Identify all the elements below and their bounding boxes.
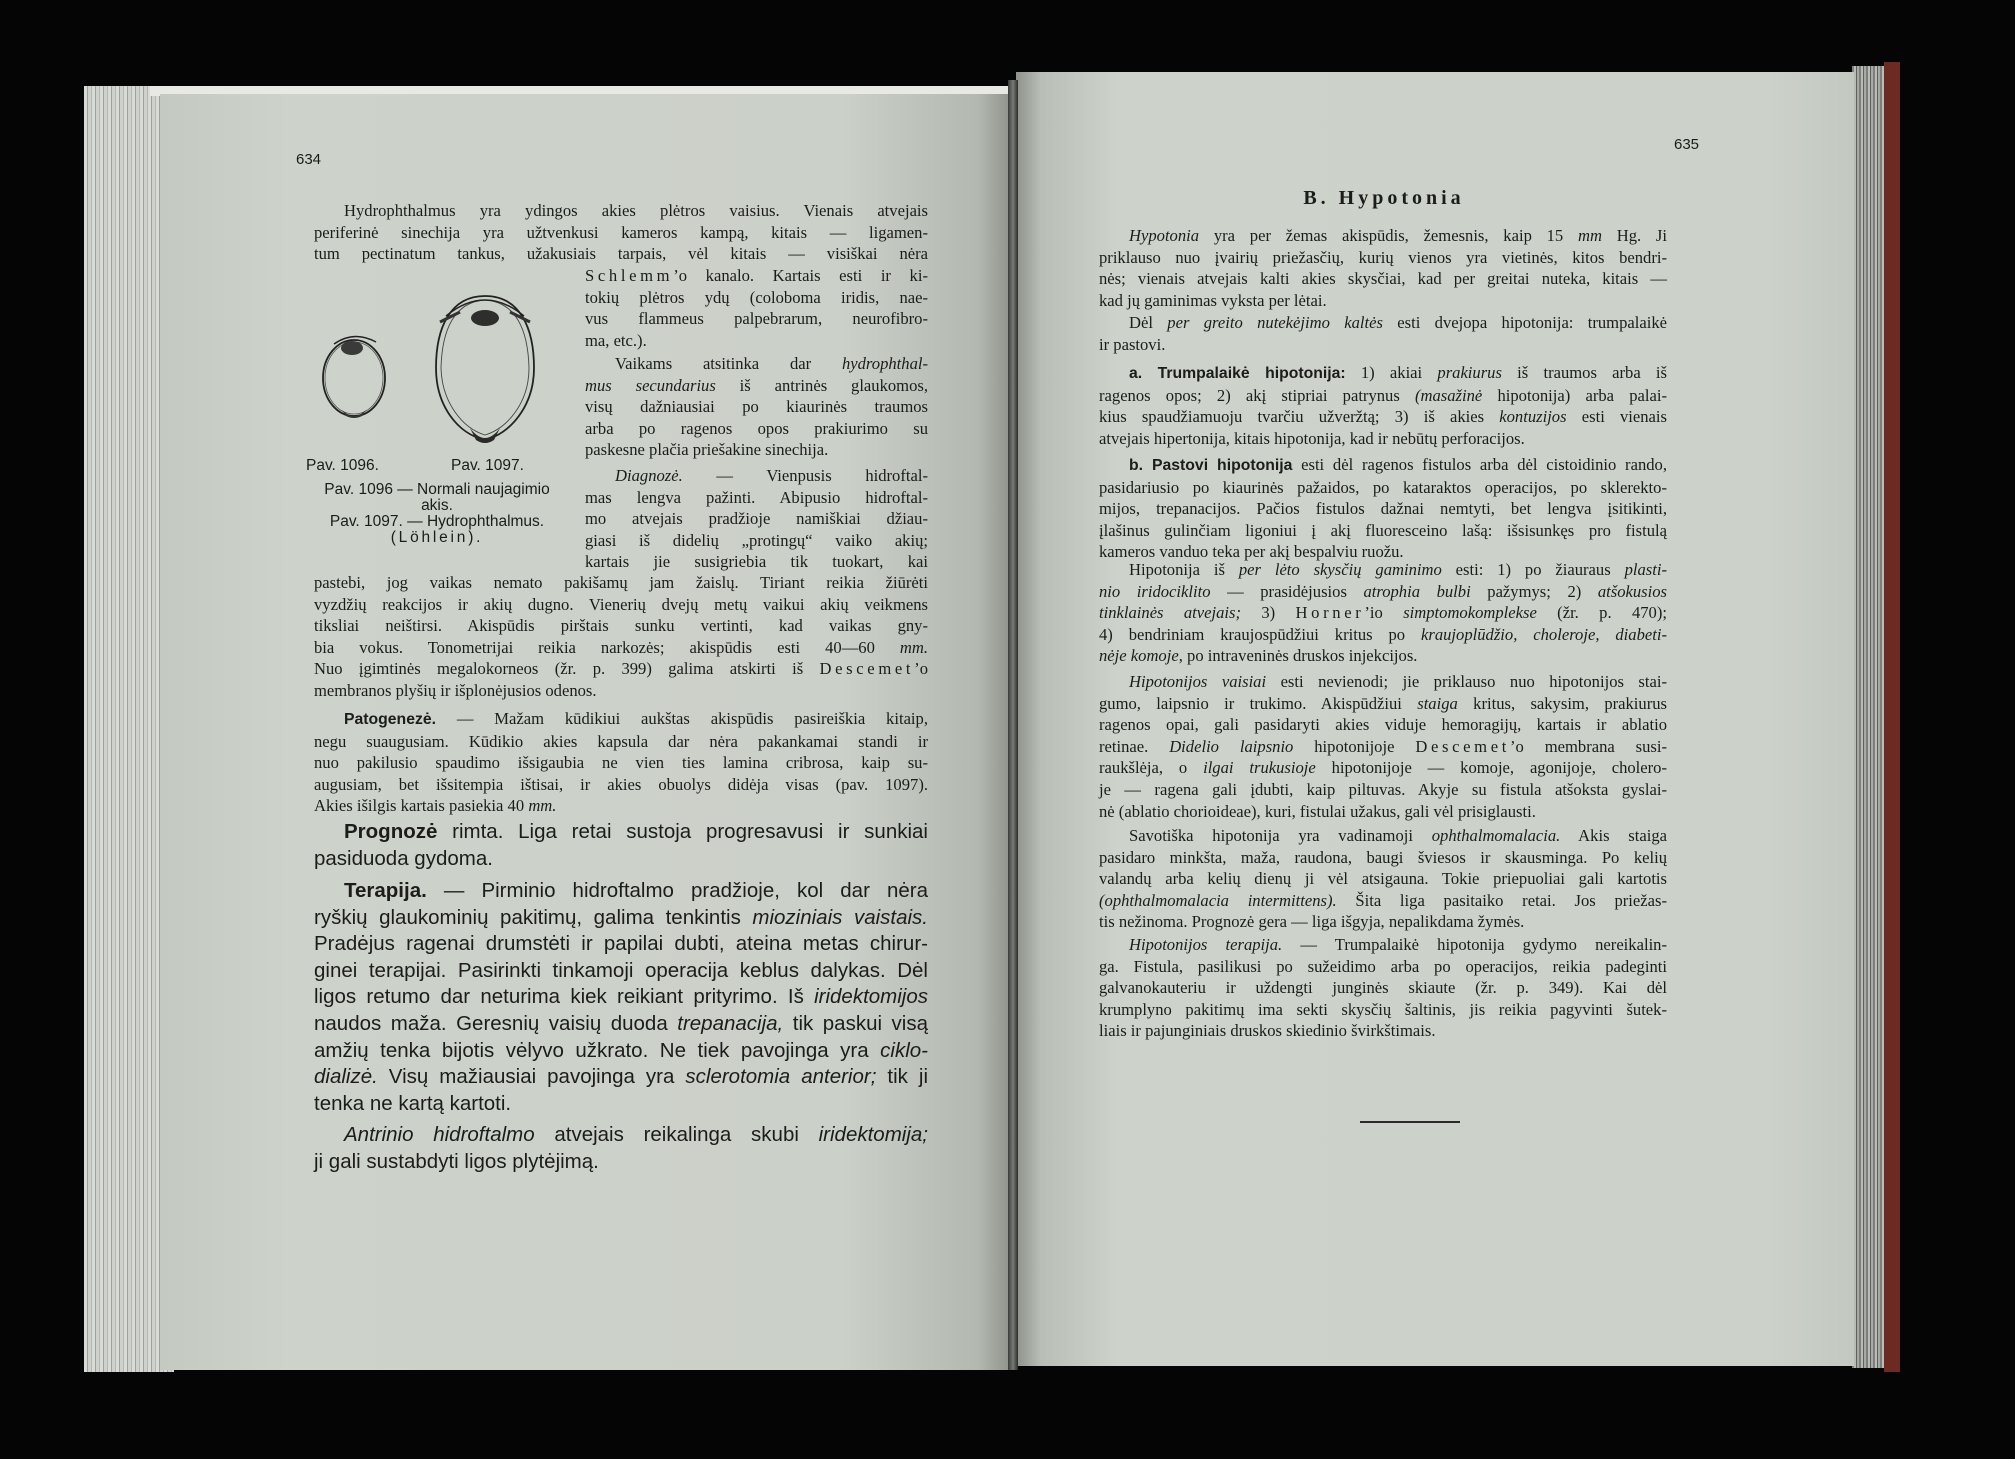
text-segment: nė (ablatio chorioideae), kuri, fistulai užakus, gali vėl prisiglausti. bbox=[1099, 801, 1536, 821]
bold-heading: Prognozė bbox=[344, 820, 438, 843]
italic-text: plasti- bbox=[1624, 560, 1667, 579]
text-segment: membranos plyšių ir išplonėjusios odenos. bbox=[314, 680, 597, 700]
text-segment: , po intraveninės druskos injekcijos. bbox=[1178, 646, 1418, 666]
text-segment: Akies išilgis kartais pasiekia 40 bbox=[314, 796, 529, 816]
text-segment: — Mažam kūdikiui aukštas akispūdis pasireiškia kitaip, bbox=[436, 709, 928, 728]
text-line bbox=[1099, 362, 1667, 385]
text-segment: priklauso nuo įvairių priežasčių, kurių vienos yra vietinės, kitos bendri- bbox=[1099, 247, 1667, 267]
text-line bbox=[1099, 825, 1667, 847]
text-line bbox=[1099, 559, 1667, 581]
text-segment: — Trumpalaikė hipotonija gydymo nereikalin- bbox=[1282, 935, 1667, 954]
text-line bbox=[1099, 911, 1667, 933]
spaced-name: Horner bbox=[1295, 603, 1365, 623]
italic-text: tinklainės atvejais; bbox=[1099, 603, 1241, 623]
text-line bbox=[585, 508, 928, 530]
bold-heading: Terapija. bbox=[344, 879, 427, 902]
text-segment: ’o kanalo. Kartais esti ir ki- bbox=[673, 266, 928, 285]
italic-text: Hypotonia bbox=[1129, 226, 1200, 245]
text-line bbox=[585, 465, 928, 487]
text-segment: ji gali sustabdyti ligos plytėjimą. bbox=[314, 1149, 599, 1173]
text-segment: augusiam, bet išsitempia ištisai, ir akies obuolys didėja visas (pav. 1097). bbox=[314, 774, 928, 794]
text-segment: tis nežinoma. Prognozė gera — liga išgyja, nepalikdama žymės. bbox=[1099, 912, 1525, 932]
text-segment: tiksliai neištirsi. Akispūdis pirštais sunku vertinti, kad vaikas gny- bbox=[314, 616, 928, 636]
text-line bbox=[1099, 779, 1667, 801]
text-line bbox=[314, 795, 928, 817]
text-segment: pastebi, jog vaikas nemato pakišamų jam žaislų. Tiriant reikia žiūrėti bbox=[314, 573, 928, 592]
text-segment: tik ji bbox=[876, 1065, 929, 1089]
text-segment: Savotiška hipotonija yra vadinamoji bbox=[1129, 826, 1432, 845]
text-segment: naudos maža. Geresnių vaisių duoda bbox=[314, 1011, 678, 1035]
text-line bbox=[314, 752, 928, 774]
italic-text: nėje komoje bbox=[1099, 646, 1179, 666]
text-line bbox=[585, 439, 928, 461]
text-segment: 3) bbox=[1241, 603, 1296, 623]
text-line bbox=[1099, 581, 1667, 603]
text-line bbox=[1099, 693, 1667, 715]
text-segment: Hg. Ji bbox=[1601, 226, 1667, 245]
text-line bbox=[585, 353, 928, 375]
text-segment: ’o membrana susi- bbox=[1510, 736, 1668, 756]
text-segment: visų dažniausiai po kiaurinės traumos bbox=[585, 397, 928, 417]
italic-text: dializė. bbox=[314, 1065, 378, 1089]
text-line bbox=[1099, 247, 1667, 269]
paragraph-antrinio bbox=[314, 1122, 928, 1175]
text-segment: esti nevienodi; jie priklauso nuo hipotonijos stai- bbox=[1266, 672, 1667, 691]
text-line bbox=[314, 878, 928, 905]
text-line bbox=[314, 658, 928, 680]
text-line bbox=[1099, 934, 1667, 956]
section-title: B. Hypotonia bbox=[1303, 187, 1465, 209]
italic-text: mioziniais vaistais. bbox=[752, 905, 929, 929]
caption-1096-cont: akis. bbox=[421, 497, 453, 514]
text-line bbox=[1099, 225, 1667, 247]
text-line bbox=[1099, 714, 1667, 736]
italic-text: kraujoplūdžio, choleroje, diabeti- bbox=[1421, 624, 1667, 644]
paragraph-leto-gaminimo bbox=[1099, 559, 1667, 667]
text-line bbox=[585, 265, 928, 287]
paragraph-ophthalmomalacia bbox=[1099, 825, 1667, 933]
text-segment: retinae. bbox=[1099, 736, 1170, 756]
figure-1096-normal-eye bbox=[318, 328, 390, 422]
text-segment: mijos, trepanacijos. Pačios fistulos dažnai nemtyti, bet lengva įsitikinti, bbox=[1099, 499, 1667, 519]
text-line bbox=[585, 308, 928, 330]
text-line bbox=[1099, 520, 1667, 542]
text-segment: liais ir pajunginiais druskos skiedinio švirkštimais. bbox=[1099, 1021, 1436, 1041]
text-line bbox=[314, 958, 928, 985]
paragraph-trumpalaike bbox=[1099, 362, 1667, 449]
italic-text: sclerotomia anterior; bbox=[685, 1065, 877, 1089]
text-segment: ir pastovi. bbox=[1099, 334, 1166, 354]
text-line bbox=[1099, 312, 1667, 334]
italic-text: ilgai trukusioje bbox=[1203, 758, 1316, 778]
text-segment: periferinė sinechija yra užtvenkusi kameros kampą, kitais — ligamen- bbox=[314, 222, 928, 242]
figure-label-1097: Pav. 1097. bbox=[451, 457, 524, 474]
text-line bbox=[1099, 847, 1667, 869]
text-line bbox=[1099, 477, 1667, 499]
text-line bbox=[585, 375, 928, 397]
text-line bbox=[314, 1122, 928, 1149]
text-segment: Hipotonija iš bbox=[1129, 560, 1239, 579]
text-line bbox=[585, 487, 928, 509]
paragraph-hydrophthalmus-column bbox=[585, 265, 928, 351]
text-segment: valandų arba kelių dienų ji vėl atsigauna. Tokie priepuoliai gali kartotis bbox=[1099, 869, 1667, 889]
text-line bbox=[314, 1091, 928, 1118]
text-segment: vyzdžių reakcijos ir akių dugno. Vienerių dvejų metų vaikui akių veikmens bbox=[314, 594, 928, 614]
bold-heading: a. Trumpalaikė hipotonija: bbox=[1129, 365, 1346, 382]
text-line bbox=[314, 243, 928, 265]
text-line bbox=[1099, 645, 1667, 667]
text-line bbox=[314, 984, 928, 1011]
text-segment: pasidaro minkšta, maža, raudona, baugi šviesos ir skausminga. Po kelių bbox=[1099, 847, 1667, 867]
text-segment: paskesne plačia priešakine sinechija. bbox=[585, 440, 829, 460]
text-line bbox=[1099, 624, 1667, 646]
paragraph-hypotonia-definition bbox=[1099, 225, 1667, 311]
text-segment: tokių plėtros ydų (coloboma iridis, nae- bbox=[585, 287, 928, 307]
italic-text: staiga bbox=[1417, 693, 1458, 713]
text-segment: ’io bbox=[1364, 603, 1404, 623]
text-segment: — Vienpusis hidroftal- bbox=[682, 466, 928, 485]
text-line bbox=[314, 846, 928, 873]
text-line bbox=[314, 708, 928, 731]
text-segment: esti vienais bbox=[1566, 407, 1667, 427]
text-line bbox=[314, 680, 928, 702]
text-segment: esti: 1) po žiauraus bbox=[1441, 560, 1625, 579]
text-line bbox=[314, 222, 928, 244]
italic-text: nio iridociklito bbox=[1099, 581, 1211, 601]
italic-text: Didelio laipsnio bbox=[1169, 736, 1294, 756]
text-segment: mo atvejais pradžioje namiškiai džiau- bbox=[585, 509, 928, 529]
italic-text: atrophia bulbi bbox=[1363, 581, 1471, 601]
italic-text: prakiurus bbox=[1437, 363, 1502, 382]
text-segment: rimta. Liga retai sustoja progresavusi ir sunkiai bbox=[437, 820, 928, 843]
text-line bbox=[1099, 736, 1667, 758]
italic-text: per greito nutekėjimo kaltės bbox=[1167, 313, 1383, 332]
text-segment: gumo, laipsnio ir trukimo. Akispūdžiui bbox=[1099, 693, 1418, 713]
text-segment: esti dėl ragenos fistulos arba dėl cistoidinio rando, bbox=[1292, 455, 1667, 474]
text-segment: tum pectinatum tankus, užakusiais tarpais, vėl kitais — visiškai nėra bbox=[314, 244, 928, 264]
text-line bbox=[585, 530, 928, 552]
text-segment: Pradėjus ragenai drumstėti ir papilai dubti, ateina metas chirur- bbox=[314, 932, 928, 956]
text-line bbox=[314, 1038, 928, 1065]
italic-text: (masažinė bbox=[1415, 385, 1483, 405]
text-segment: Šita liga pasitaiko retai. Jos priežas- bbox=[1336, 890, 1667, 910]
text-segment: hipotonijoje — komoje, agonijoje, cholero- bbox=[1315, 758, 1667, 778]
text-segment: nės; vienais atvejais kalti akies skysčiai, kad per greitai nuteka, kitais — bbox=[1099, 269, 1667, 289]
text-line bbox=[1099, 454, 1667, 477]
italic-text: simptomokomplekse bbox=[1403, 603, 1537, 623]
text-line bbox=[585, 330, 928, 352]
text-line bbox=[1099, 999, 1667, 1021]
spaced-name: Descemet bbox=[819, 659, 915, 679]
paragraph-pastovi bbox=[1099, 454, 1667, 563]
text-segment: tenka ne kartą kartoti. bbox=[314, 1091, 512, 1115]
text-segment: kameros vanduo teka per akį bespalviu ruožu. bbox=[1099, 542, 1404, 562]
text-segment: ryškių glaukominių pakitimų, galima tenkintis bbox=[314, 905, 753, 929]
text-segment: hipotonijoje bbox=[1293, 736, 1416, 756]
text-line bbox=[1099, 868, 1667, 890]
text-segment: ligos retumo dar neturima kiek reikiant prityrimo. Iš bbox=[314, 985, 815, 1009]
text-segment: Vaikams atsitinka dar bbox=[615, 354, 842, 373]
spaced-name: Descemet bbox=[1415, 736, 1510, 756]
text-segment: raukšlėja, o bbox=[1099, 758, 1204, 778]
italic-text: iridektomija; bbox=[818, 1123, 928, 1146]
text-segment: amžių tenka bijotis vėlyvo užkrato. Ne tiek pavojinga yra bbox=[314, 1038, 881, 1062]
text-segment: krumplyno pakitimų ima sekti skysčių šaltinis, jis reikia pagyvinti šutek- bbox=[1099, 999, 1667, 1019]
text-segment: je — ragena gali įdubti, kaip piltuvas. Akyje su fistula atšoksta gyslai- bbox=[1099, 779, 1667, 799]
text-line bbox=[314, 1149, 928, 1176]
paragraph-vaikams bbox=[585, 353, 928, 461]
paragraph-terapija bbox=[314, 878, 928, 1117]
text-line bbox=[1099, 334, 1667, 356]
text-line bbox=[314, 572, 928, 594]
text-segment: Dėl bbox=[1129, 313, 1168, 332]
text-segment: — prasidėjusios bbox=[1210, 581, 1364, 601]
text-segment: Visų mažiausiai pavojinga yra bbox=[377, 1065, 686, 1089]
italic-text: per lėto skysčių gaminimo bbox=[1238, 560, 1442, 579]
italic-text: mm. bbox=[899, 637, 928, 657]
text-segment: esti dvejopa hipotonija: trumpalaikė bbox=[1382, 313, 1668, 332]
italic-text: trepanacija, bbox=[677, 1011, 784, 1035]
text-segment: ma, etc.). bbox=[585, 330, 647, 350]
paragraph-hydrophthalmus bbox=[314, 200, 928, 265]
text-line bbox=[1099, 290, 1667, 312]
text-segment: mas lengva pažinti. Abipusio hidroftal- bbox=[585, 487, 928, 507]
page-number-left: 634 bbox=[296, 151, 322, 168]
text-segment: nuo pakilusio spaudimo išsigaubia ne vien ties lamina cribrosa, kaip su- bbox=[314, 753, 928, 773]
text-line bbox=[314, 905, 928, 932]
text-line bbox=[314, 731, 928, 753]
text-line bbox=[1099, 956, 1667, 978]
text-segment: kius spaudžiamuoju tvarčiu užveržtą; 3) iš akies bbox=[1099, 407, 1500, 427]
text-line bbox=[314, 819, 928, 846]
text-segment: negu suaugusiam. Kūdikio akies kapsula dar nėra pakankamai standi ir bbox=[314, 731, 928, 751]
text-line bbox=[585, 287, 928, 309]
text-line bbox=[1099, 890, 1667, 912]
text-segment: atvejais hipertonija, kitais hipotonija, kad ir nebūtų perforacijos. bbox=[1099, 428, 1525, 448]
paragraph-diagnoze-continued bbox=[314, 572, 928, 702]
italic-text: ciklo- bbox=[880, 1038, 928, 1062]
text-segment: vus flammeus palpebrarum, neurofibro- bbox=[585, 309, 928, 329]
text-segment: (žr. p. 470); bbox=[1536, 603, 1667, 623]
italic-text: mm. bbox=[528, 796, 557, 816]
text-line bbox=[314, 637, 928, 659]
italic-text: kontuzijos bbox=[1499, 407, 1567, 427]
text-segment: 1) akiai bbox=[1345, 363, 1438, 382]
text-segment: pasiduoda gydoma. bbox=[314, 846, 493, 870]
italic-text: Antrinio hidroftalmo bbox=[344, 1123, 535, 1146]
text-segment: pasidariusio po kiaurinės pažaidos, po kataraktos operacijos, po sklerekto- bbox=[1099, 477, 1667, 497]
text-segment: įlašinus gulinčiam ligoniui į akį fluoresceino lašą: išsisunkęs pro fistulą bbox=[1099, 520, 1667, 540]
text-line bbox=[314, 594, 928, 616]
caption-1097: Pav. 1097. — Hydrophthalmus. bbox=[329, 513, 545, 530]
text-segment: — Pirminio hidroftalmo pradžioje, kol dar nėra bbox=[426, 879, 928, 902]
text-line bbox=[585, 418, 928, 440]
text-line bbox=[585, 396, 928, 418]
text-segment: ’o bbox=[914, 659, 928, 679]
italic-text: mus secundarius bbox=[585, 375, 716, 395]
paragraph-patogeneze bbox=[314, 708, 928, 817]
italic-text: Hipotonijos terapija. bbox=[1129, 935, 1283, 954]
text-line bbox=[1099, 268, 1667, 290]
text-segment: giasi iš didelių „protingų“ vaiko akių; bbox=[585, 530, 928, 550]
text-segment: ragenos opos; 2) akį stipriai patrynus bbox=[1099, 385, 1415, 405]
text-line bbox=[1099, 385, 1667, 407]
text-segment: hipotonija) arba palai- bbox=[1482, 385, 1667, 405]
italic-text: Hipotonijos vaisiai bbox=[1129, 672, 1267, 691]
text-segment: iš antrinės glaukomos, bbox=[715, 375, 928, 395]
paragraph-terapija-hipotonijos bbox=[1099, 934, 1667, 1042]
text-segment: ginei terapijai. Pasirinkti tinkamoji operacija keblus dalykas. Dėl bbox=[314, 958, 928, 982]
caption-author: (Löhlein). bbox=[390, 529, 484, 546]
text-segment: ga. Fistula, pasilikusi po sužeidimo arba po operacijos, reikia padeginti bbox=[1099, 956, 1667, 976]
text-segment: tik paskui visą bbox=[783, 1011, 928, 1035]
paragraph-diagnoze bbox=[585, 465, 928, 573]
text-segment: atvejais reikalinga skubi bbox=[534, 1123, 819, 1146]
italic-text: Diagnozė. bbox=[615, 466, 683, 485]
page-number-right: 635 bbox=[1674, 136, 1700, 153]
text-segment: galvanokauteriu ir uždengti junginės skiaute (žr. p. 349). Kai dėl bbox=[1099, 978, 1667, 998]
text-segment: Hydrophthalmus yra ydingos akies plėtros vaisius. Vienais atvejais bbox=[344, 201, 928, 220]
figure-labels bbox=[306, 458, 568, 473]
paragraph-vaisiai bbox=[1099, 671, 1667, 822]
bold-heading: Patogenezė. bbox=[344, 711, 436, 728]
text-line bbox=[1099, 498, 1667, 520]
text-line bbox=[1099, 801, 1667, 823]
text-segment: Akis staiga bbox=[1560, 826, 1667, 845]
paragraph-dvejopa bbox=[1099, 312, 1667, 355]
text-segment: kartais jie susigriebia tik tuokart, kai bbox=[585, 552, 928, 572]
italic-text: iridektomijos bbox=[814, 985, 928, 1009]
italic-text: atšokusios bbox=[1597, 581, 1667, 601]
text-line bbox=[1099, 406, 1667, 428]
text-line bbox=[314, 1011, 928, 1038]
text-line bbox=[314, 774, 928, 796]
text-segment: Nuo įgimtinės megalokorneos (žr. p. 399) galima atskirti iš bbox=[314, 659, 820, 679]
text-line bbox=[314, 615, 928, 637]
text-line bbox=[1099, 977, 1667, 999]
text-segment: 4) bendriniam kraujospūdžiui kritus po bbox=[1099, 624, 1422, 644]
caption-1096: Pav. 1096 — Normali naujagimio bbox=[324, 481, 550, 498]
text-line bbox=[1099, 1020, 1667, 1042]
text-segment: yra per žemas akispūdis, žemesnis, kaip 15 bbox=[1199, 226, 1578, 245]
text-line bbox=[314, 1064, 928, 1091]
text-segment: iš traumos arba iš bbox=[1501, 363, 1667, 382]
text-line bbox=[585, 551, 928, 573]
text-line bbox=[1099, 757, 1667, 779]
text-segment: kritus, sakysim, prakiurus bbox=[1457, 693, 1667, 713]
italic-text: mm bbox=[1578, 226, 1602, 245]
figure-label-1096: Pav. 1096. bbox=[306, 457, 379, 474]
bold-heading: b. Pastovi hipotonija bbox=[1129, 457, 1293, 474]
text-segment: ragenos opai, gali pasidaryti akies viduje hemoragijų, kartais ir ablatio bbox=[1099, 715, 1667, 735]
text-line bbox=[1099, 671, 1667, 693]
text-line bbox=[1099, 428, 1667, 450]
text-line bbox=[1099, 602, 1667, 624]
text-line bbox=[314, 200, 928, 222]
figure-1097-hydrophthalmus-eye bbox=[430, 288, 540, 448]
italic-text: ophthalmomalacia. bbox=[1431, 826, 1561, 845]
text-segment: pažymys; 2) bbox=[1470, 581, 1598, 601]
section-end-rule bbox=[1360, 1121, 1460, 1123]
text-segment: arba po ragenos opos prakiurimo su bbox=[585, 418, 928, 438]
spaced-name: Schlemm bbox=[585, 266, 674, 285]
text-segment: bia vokus. Tonometrijai reikia narkozės; akispūdis esti 40—60 bbox=[314, 637, 900, 657]
italic-text: hydrophthal- bbox=[841, 354, 928, 373]
paragraph-prognoze bbox=[314, 819, 928, 872]
italic-text: (ophthalmomalacia intermittens). bbox=[1099, 890, 1337, 910]
text-line bbox=[314, 931, 928, 958]
text-segment: kad jų gaminimas vyksta per lėtai. bbox=[1099, 290, 1327, 310]
